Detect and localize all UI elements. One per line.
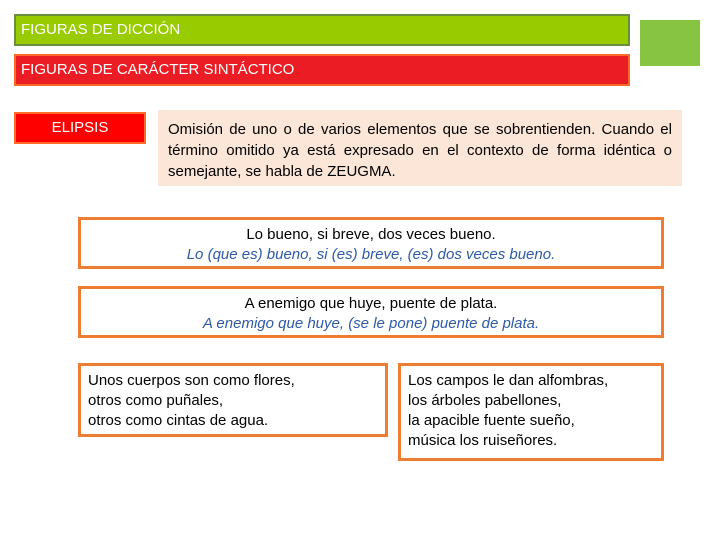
poem-line: Los campos le dan alfombras,: [408, 372, 609, 389]
poem-line: los árboles pabellones,: [408, 392, 562, 409]
subsection-title-bar: [14, 54, 630, 86]
poem-box: [78, 363, 388, 437]
poem-box: [398, 363, 664, 461]
section-title-bar: [14, 14, 630, 46]
term-label-text: ELIPSIS: [51, 119, 109, 136]
poem-line: música los ruiseñores.: [408, 432, 558, 449]
term-label: [14, 112, 146, 144]
example-expanded: A enemigo que huye, (se le pone) puente de plata.: [202, 315, 540, 332]
example-expanded: Lo (que es) bueno, si (es) breve, (es) dos veces bueno.: [186, 246, 556, 263]
poem-line: otros como puñales,: [88, 392, 224, 409]
poem-line: Unos cuerpos son como flores,: [88, 372, 295, 389]
example-box: [78, 217, 664, 269]
poem-line: la apacible fuente sueño,: [408, 412, 575, 429]
subsection-title: FIGURAS DE CARÁCTER SINTÁCTICO: [21, 61, 295, 78]
example-original: Lo bueno, si breve, dos veces bueno.: [246, 226, 496, 243]
section-title: FIGURAS DE DICCIÓN: [21, 21, 181, 38]
poem-line: otros como cintas de agua.: [88, 412, 269, 429]
term-definition: Omisión de uno o de varios elementos que se sobrentienden. Cuando el término omitido ya está expresado en el contexto de forma idéntica o semejante, se habla de ZEUGMA.: [158, 110, 682, 186]
example-original: A enemigo que huye, puente de plata.: [244, 295, 498, 312]
decorative-square: [640, 20, 700, 66]
example-box: [78, 286, 664, 338]
